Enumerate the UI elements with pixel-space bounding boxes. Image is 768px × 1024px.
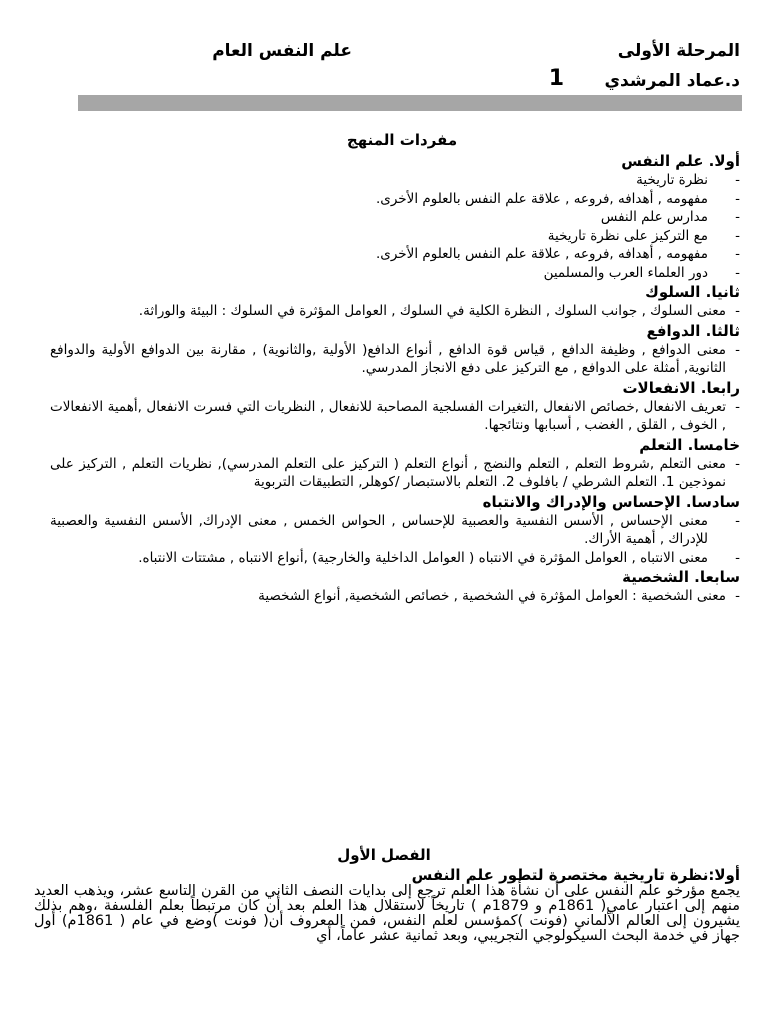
syllabus-item-text: مفهومه , أهدافه ,فروعه , علاقة علم النفس بالعلوم الأخرى. bbox=[375, 190, 708, 207]
header-divider-bar bbox=[78, 95, 742, 111]
syllabus-content bbox=[50, 151, 740, 606]
syllabus-item-text: دور العلماء العرب والمسلمين bbox=[543, 264, 708, 281]
bullet-dash: - bbox=[735, 227, 740, 244]
chapter-subtitle: أولا:نظرة تاريخية مختصرة لتطور علم النفس bbox=[411, 866, 740, 884]
bullet-dash: - bbox=[735, 246, 740, 262]
syllabus-item-text: نظرة تاريخية bbox=[636, 172, 708, 188]
section-heading: رابعا. الانفعالات bbox=[622, 378, 740, 397]
syllabus-item bbox=[50, 171, 740, 190]
syllabus-item bbox=[50, 245, 740, 264]
lecture-number: 1 bbox=[548, 66, 564, 91]
syllabus-title-text: مفردات المنهج bbox=[346, 131, 458, 149]
bullet-dash: - bbox=[735, 303, 740, 319]
section-heading: سابعا. الشخصية bbox=[622, 568, 740, 586]
syllabus-item-text: معنى الشخصية : العوامل المؤثرة في الشخصية , خصائص الشخصية, أنواع الشخصية bbox=[258, 588, 726, 604]
bullet-dash: - bbox=[735, 549, 740, 566]
syllabus-item bbox=[50, 512, 740, 549]
syllabus-item bbox=[50, 264, 740, 283]
syllabus-item-text: معنى السلوك , جوانب السلوك , النظرة الكلية في السلوك , العوامل المؤثرة في السلوك : البيئة والوراثة. bbox=[138, 303, 726, 319]
syllabus-item-text: معنى الإحساس , الأسس النفسية والعصبية للإحساس , الحواس الخمس , معنى الإدراك, الأسس النفسية والعصبية للإدراك , أهمية الأراك. bbox=[50, 512, 708, 547]
stage-label: المرحلة الأولى bbox=[617, 41, 740, 61]
syllabus-item-text: مدارس علم النفس bbox=[600, 209, 708, 225]
bullet-dash: - bbox=[735, 264, 740, 281]
syllabus-item bbox=[50, 208, 740, 227]
section-heading: أولا. علم النفس bbox=[621, 152, 740, 170]
syllabus-item-text: معنى التعلم ,شروط التعلم , التعلم والنضج , أنواع التعلم ( التركيز على التعلم المدرسي), نظريات التعلم , التركيز على نموذجين 1. التعلم الشرطي / بافلوف 2. التعلم بالاستبصار /كوهلر, التطبيقات التربوية bbox=[50, 455, 726, 490]
section-heading: ثالثا. الدوافع bbox=[646, 321, 740, 340]
chapter-title bbox=[0, 846, 768, 864]
syllabus-item-text: مع التركيز على نظرة تاريخية bbox=[547, 227, 708, 244]
syllabus-item bbox=[50, 190, 740, 209]
bullet-dash: - bbox=[735, 588, 740, 604]
bullet-dash: - bbox=[735, 455, 740, 472]
chapter-title-text: الفصل الأول bbox=[337, 846, 431, 864]
chapter-body-paragraph: يجمع مؤرخو علم النفس على أن نشأة هذا العلم ترجع إلى بدايات النصف الثاني من القرن التاسع عشر، ويذهب العديد منهم إلى اعتبار عامي( 1861م و 1879م ) تاريخاً لاستقلال هذا العلم بعد أن كان مرتبطاً بعلم الفلسفة ،وهم بذلك يشيرون إلى العالم الألماني (فونت )كمؤسس لعلم النفس، فمن المعروف أن( فونت )وضع في عام ( 1861م) أول جهاز في خدمة البحث السيكولوجي التجريبي، وبعد ثمانية عشر عاماً، أي bbox=[34, 883, 740, 944]
section-heading: خامسا. التعلم bbox=[639, 435, 740, 454]
section-heading: سادسا. الإحساس والإدراك والانتباه bbox=[482, 492, 740, 511]
bullet-dash: - bbox=[735, 209, 740, 225]
bullet-dash: - bbox=[735, 341, 740, 358]
syllabus-title bbox=[0, 131, 768, 149]
syllabus-item bbox=[50, 302, 740, 321]
bullet-dash: - bbox=[735, 190, 740, 207]
syllabus-item bbox=[50, 455, 740, 492]
syllabus-item bbox=[50, 398, 740, 435]
section-heading: ثانيا. السلوك bbox=[645, 283, 740, 301]
bullet-dash: - bbox=[735, 512, 740, 529]
syllabus-item-text: معنى الانتباه , العوامل المؤثرة في الانتباه ( العوامل الداخلية والخارجية) ,أنواع الانتباه , مشتتات الانتباه. bbox=[138, 549, 708, 566]
syllabus-item-text: معنى الدوافع , وظيفة الدافع , قياس قوة الدافع , أنواع الدافع( الأولية ,والثانوية) , مقارنة بين الدوافع الأولية والدوافع الثانوية, أمثلة على الدوافع , مع التركيز على دفع الانجاز المدرسي. bbox=[50, 341, 726, 376]
subject-label: علم النفس العام bbox=[212, 41, 352, 61]
syllabus-item bbox=[50, 587, 740, 606]
syllabus-item bbox=[50, 227, 740, 246]
syllabus-item-text: مفهومه , أهدافه ,فروعه , علاقة علم النفس بالعلوم الأخرى. bbox=[375, 246, 708, 262]
lecturer-name: د.عماد المرشدي bbox=[604, 71, 740, 91]
bullet-dash: - bbox=[735, 172, 740, 188]
bullet-dash: - bbox=[735, 398, 740, 415]
syllabus-item bbox=[50, 549, 740, 568]
syllabus-item bbox=[50, 341, 740, 378]
syllabus-item-text: تعريف الانفعال ,خصائص الانفعال ,التغيرات الفسلجية المصاحبة للانفعال , النظريات التي فسرت الانفعال ,أهمية الانفعالات , الخوف , القلق , الغضب , أسبابها ونتائجها. bbox=[50, 398, 726, 433]
